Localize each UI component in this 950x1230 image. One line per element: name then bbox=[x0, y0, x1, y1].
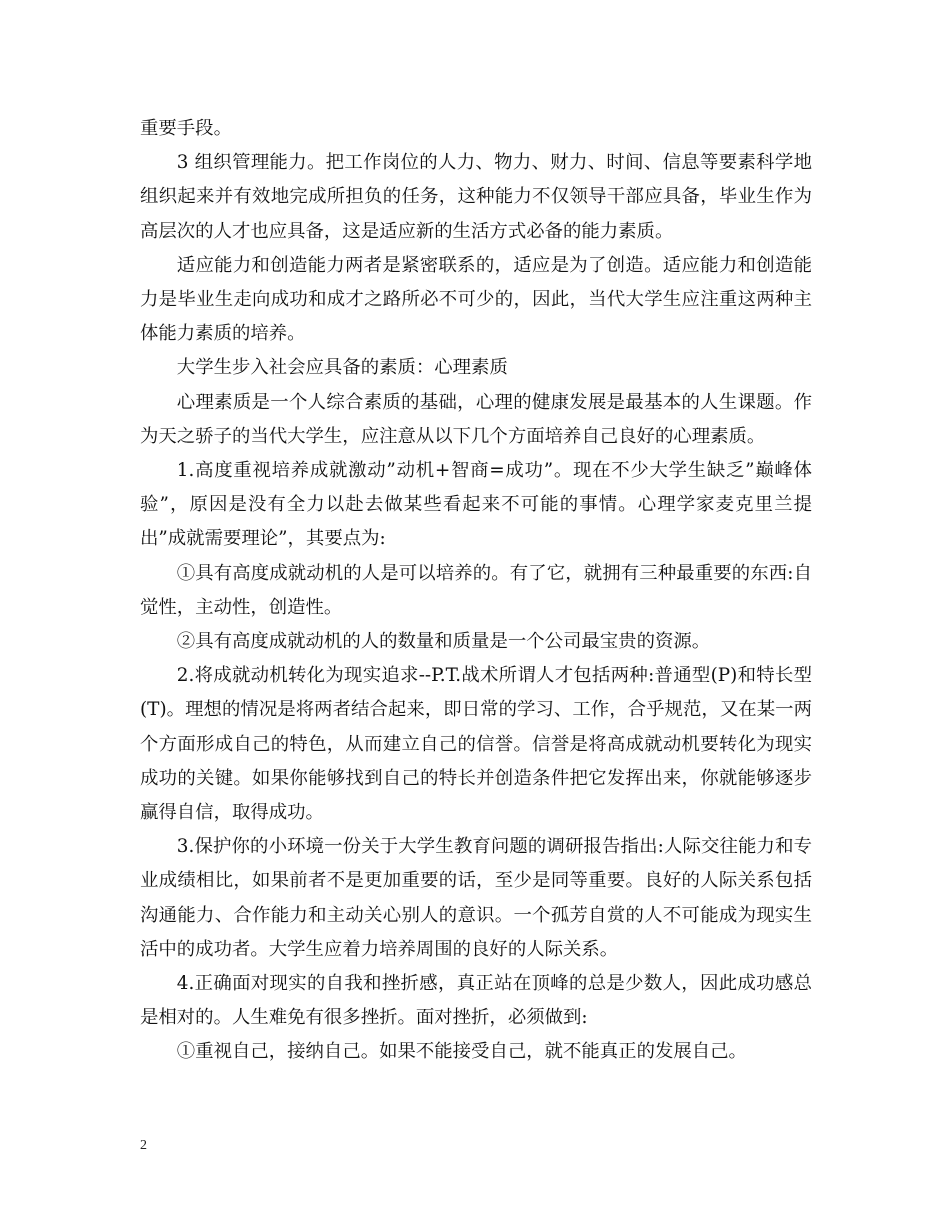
paragraph: 适应能力和创造能力两者是紧密联系的，适应是为了创造。适应能力和创造能力是毕业生走向成功和成才之路所必不可少的，因此，当代大学生应注重这两种主体能力素质的培养。 bbox=[140, 254, 812, 345]
sub-list-item: ①具有高度成就动机的人是可以培养的。有了它，就拥有三种最重要的东西:自觉性，主动性，创造性。 bbox=[140, 562, 812, 618]
paragraph: 心理素质是一个人综合素质的基础，心理的健康发展是最基本的人生课题。作为天之骄子的当代大学生，应注意从以下几个方面培养自己良好的心理素质。 bbox=[140, 391, 812, 447]
body-text bbox=[140, 112, 812, 1070]
list-item: 4.正确面对现实的自我和挫折感，真正站在顶峰的总是少数人，因此成功感总是相对的。人生难免有很多挫折。面对挫折，必须做到: bbox=[140, 973, 812, 1029]
list-item: 3.保护你的小环境一份关于大学生教育问题的调研报告指出:人际交往能力和专业成绩相比，如果前者不是更加重要的话，至少是同等重要。良好的人际关系包括沟通能力、合作能力和主动关心别人的意识。一个孤芳自赏的人不可能成为现实生活中的成功者。大学生应着力培养周围的良好的人际关系。 bbox=[140, 836, 812, 960]
section-heading: 大学生步入社会应具备的素质：心理素质 bbox=[176, 357, 508, 379]
paragraph: 3 组织管理能力。把工作岗位的人力、物力、财力、时间、信息等要素科学地组织起来并有效地完成所担负的任务，这种能力不仅领导干部应具备，毕业生作为高层次的人才也应具备，这是适应新的生活方式必备的能力素质。 bbox=[140, 152, 812, 242]
list-item: 2.将成就动机转化为现实追求--P.T.战术所谓人才包括两种:普通型(P)和特长型(T)。理想的情况是将两者结合起来，即日常的学习、工作，合乎规范，又在某一两个方面形成自己的特色，从而建立自己的信誉。信誉是将高成就动机要转化为现实成功的关键。如果你能够找到自己的特长并创造条件把它发挥出来，你就能够逐步赢得自信，取得成功。 bbox=[140, 665, 812, 824]
sub-list-item: ②具有高度成就动机的人的数量和质量是一个公司最宝贵的资源。 bbox=[176, 631, 711, 653]
list-item: 1.高度重视培养成就激动”动机+智商=成功”。现在不少大学生缺乏”巅峰体验”，原因是没有全力以赴去做某些看起来不可能的事情。心理学家麦克里兰提出”成就需要理论”，其要点为: bbox=[140, 460, 812, 550]
paragraph: 重要手段。 bbox=[140, 118, 232, 139]
sub-list-item: ①重视自己，接纳自己。如果不能接受自己，就不能真正的发展自己。 bbox=[176, 1041, 747, 1063]
page-number: 2 bbox=[140, 1138, 147, 1153]
